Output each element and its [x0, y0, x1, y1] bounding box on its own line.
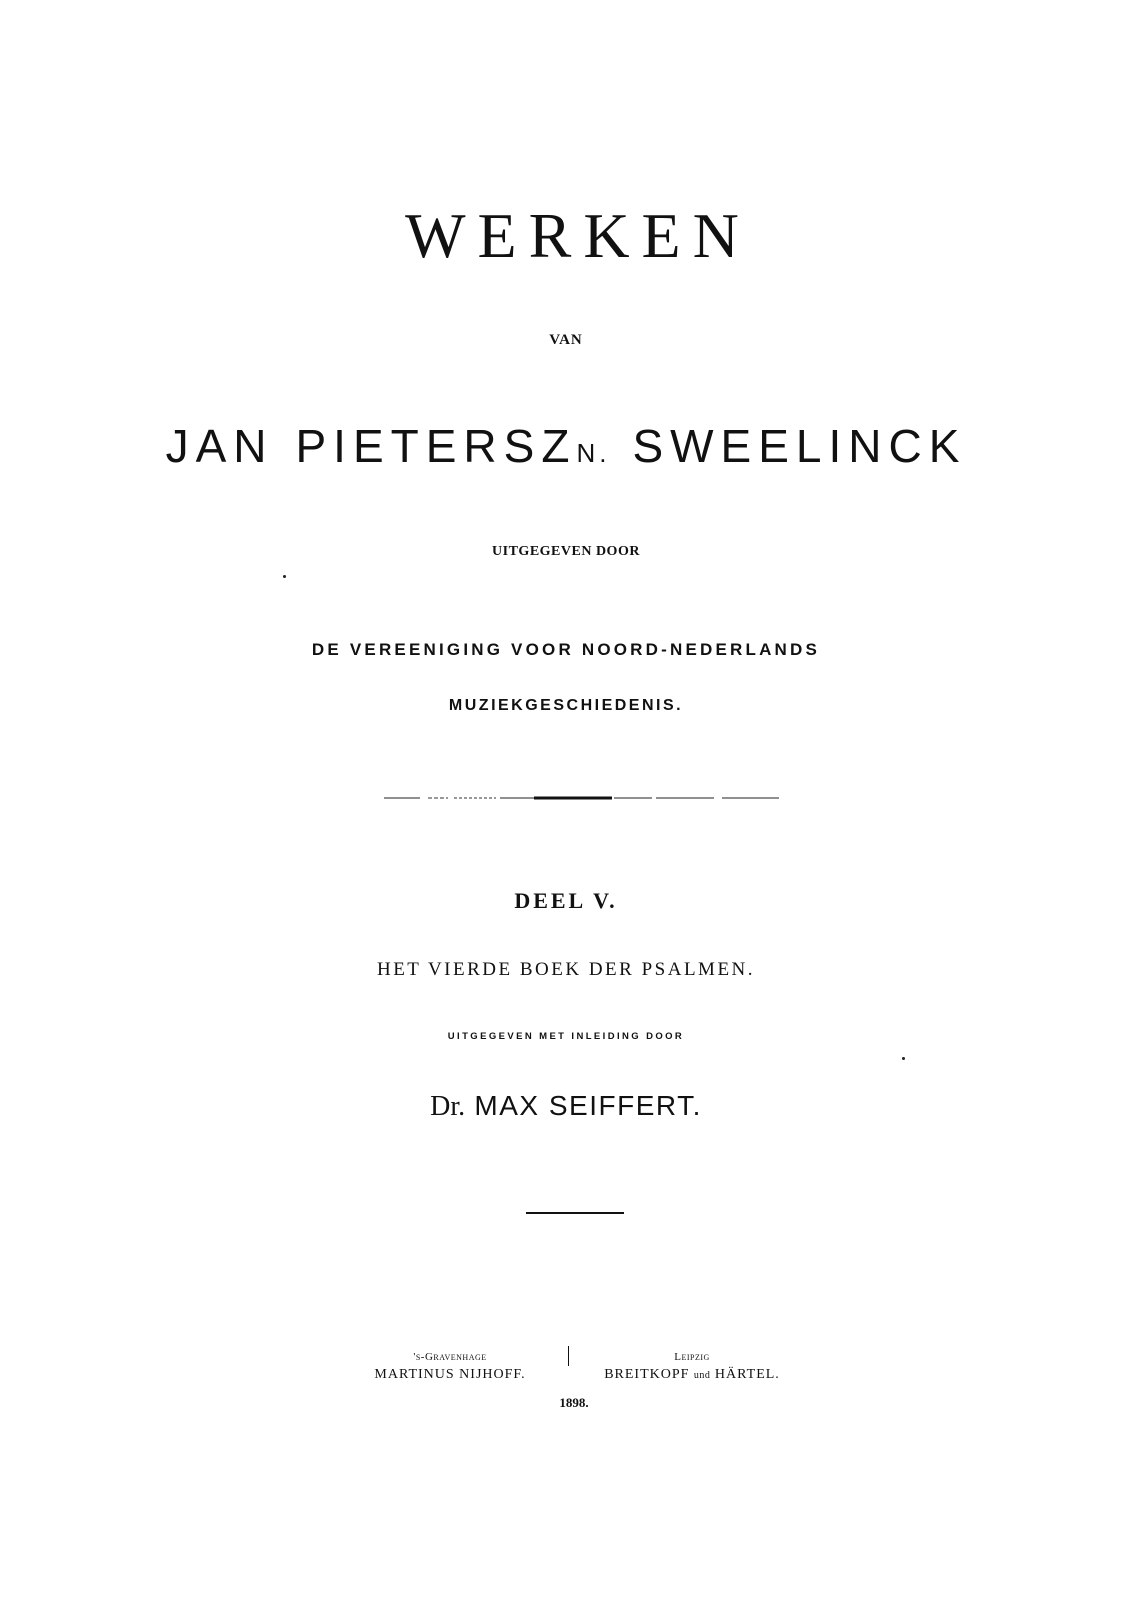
short-rule	[526, 1212, 624, 1214]
imprint-left	[340, 1348, 560, 1384]
editor-surname: MAX SEIFFERT.	[474, 1090, 702, 1121]
composer-last-name: SWEELINCK	[632, 420, 967, 472]
imprint-right-publisher-und: und	[693, 1370, 711, 1381]
introduction-label: UITGEGEVEN MET INLEIDING DOOR	[447, 1031, 685, 1042]
imprint-left-city: 's-Gravenhage	[413, 1351, 487, 1363]
composer-name	[0, 416, 1132, 483]
composer-first-name: JAN	[165, 420, 274, 472]
imprint-left-publisher: MARTINUS NIJHOFF.	[374, 1367, 526, 1382]
print-speck	[902, 1057, 905, 1060]
publication-year: 1898.	[559, 1395, 589, 1410]
composer-middle-suffix: N.	[576, 438, 611, 468]
print-speck	[283, 575, 286, 578]
editor-prefix: Dr.	[430, 1091, 466, 1122]
imprint-right-publisher	[572, 1366, 812, 1385]
imprint-right	[572, 1348, 812, 1385]
society-line-2: MUZIEKGESCHIEDENIS.	[448, 697, 684, 714]
van-line: VAN	[549, 332, 583, 348]
volume-number: DEEL V.	[514, 888, 618, 913]
ornamental-rule	[384, 796, 779, 800]
editor-name	[0, 1088, 1132, 1125]
imprint-right-city: Leipzig	[674, 1351, 710, 1363]
imprint-right-publisher-part2: HÄRTEL.	[714, 1367, 780, 1382]
imprint-right-publisher-part1: BREITKOPF	[604, 1367, 690, 1382]
imprint-divider	[568, 1346, 569, 1366]
volume-title: HET VIERDE BOEK DER PSALMEN.	[376, 959, 756, 980]
society-line-1: DE VEREENIGING VOOR NOORD-NEDERLANDS	[311, 640, 821, 659]
main-title: WERKEN	[405, 200, 751, 271]
composer-middle-name: PIETERSZ	[295, 420, 577, 472]
published-by-label: UITGEGEVEN DOOR	[492, 544, 640, 559]
